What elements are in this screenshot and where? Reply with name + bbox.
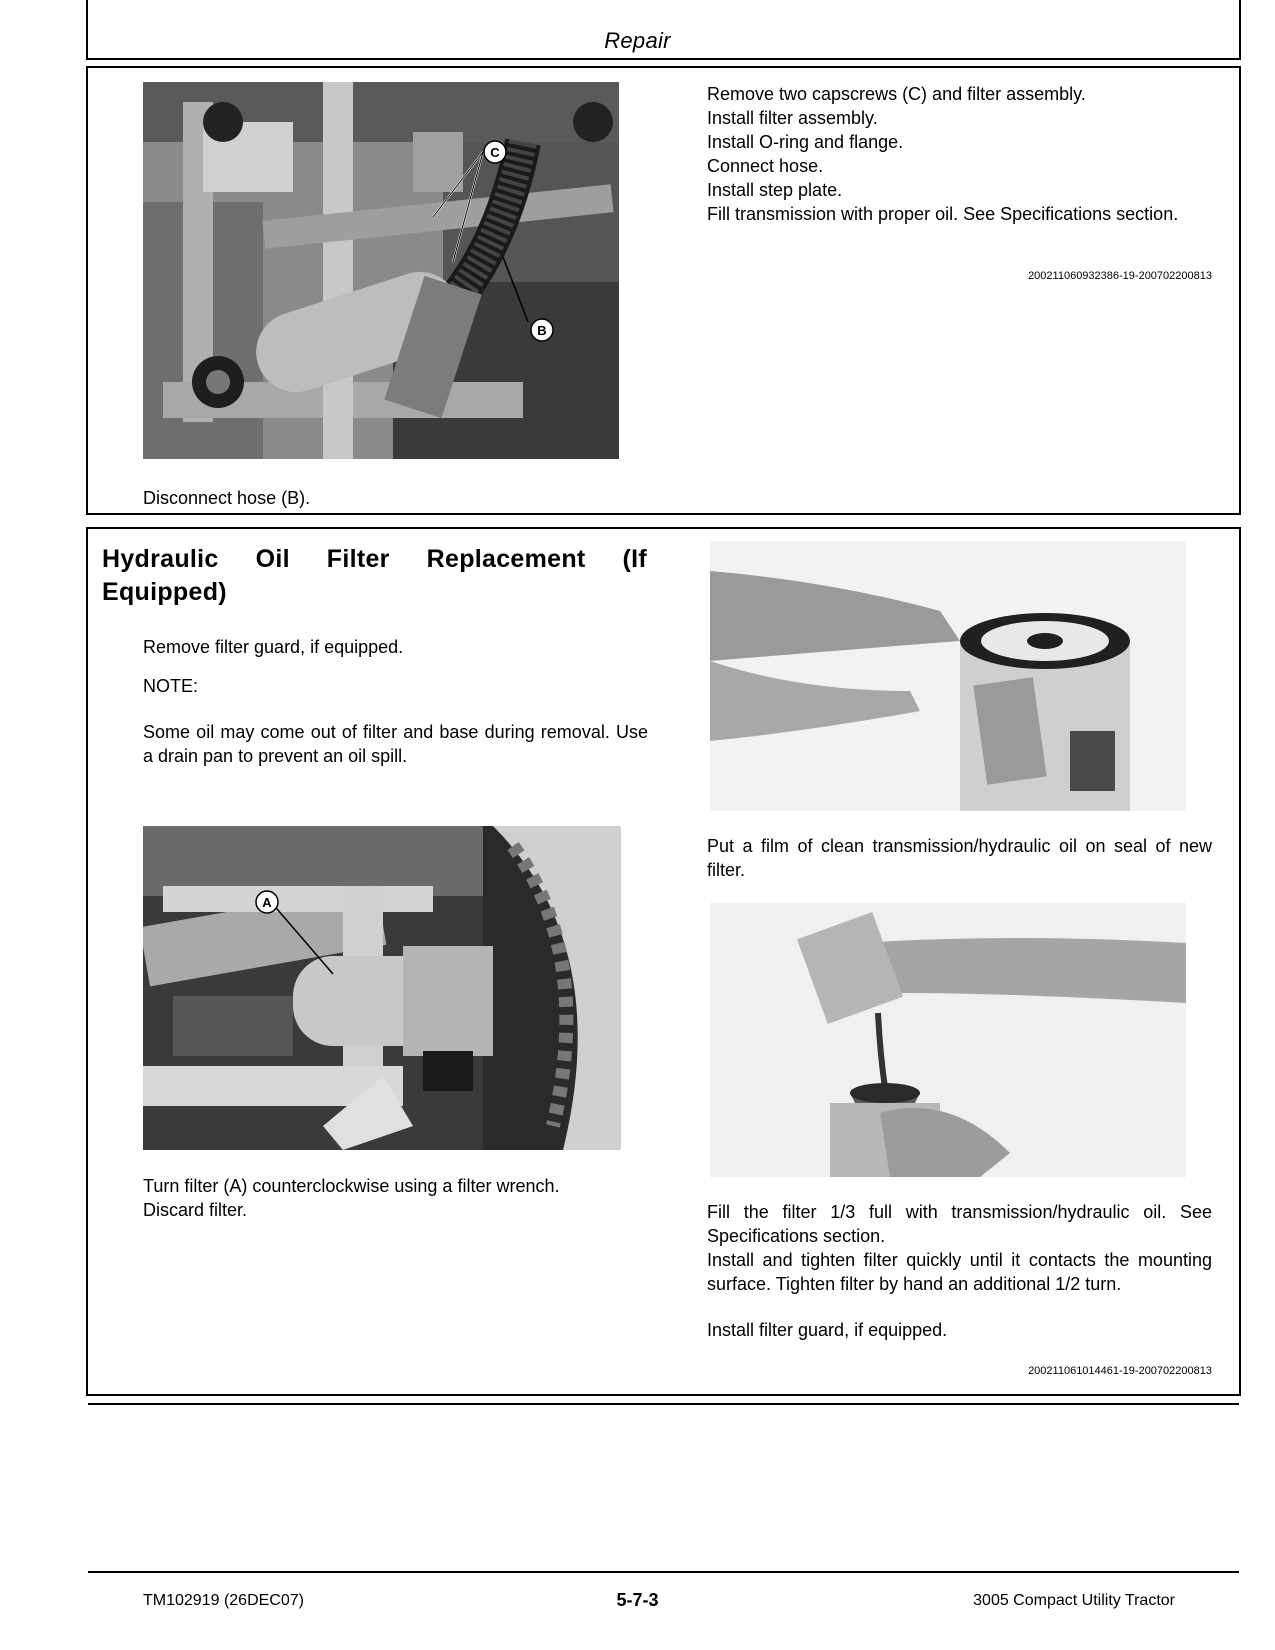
callout-c-label: C bbox=[490, 145, 500, 160]
step-line: Remove two capscrews (C) and filter assembly. bbox=[707, 84, 1086, 104]
install-guard-text: Install filter guard, if equipped. bbox=[707, 1320, 948, 1340]
step-line: Install step plate. bbox=[707, 180, 843, 200]
photo-hose-filter-assembly bbox=[143, 82, 619, 459]
step-line: Install filter assembly. bbox=[707, 108, 878, 128]
fill-transmission-text: Fill transmission with proper oil. See Specifications section. bbox=[707, 204, 1179, 224]
oil-seal-illustration bbox=[710, 541, 1186, 811]
note-text: Some oil may come out of filter and base during removal. Use a drain pan to prevent an oil spill. bbox=[143, 722, 648, 766]
step-line: Install O-ring and flange. bbox=[707, 132, 904, 152]
photo-oil-seal-new-filter bbox=[710, 541, 1186, 811]
callout-overlay bbox=[143, 82, 619, 459]
turn-filter-text bbox=[143, 1174, 648, 1222]
turn-filter-line: Turn filter (A) counterclockwise using a filter wrench. bbox=[143, 1176, 560, 1196]
step-line: Connect hose. bbox=[707, 156, 824, 176]
disconnect-hose-caption: Disconnect hose (B). bbox=[143, 488, 311, 508]
section-end-rule bbox=[88, 1403, 1239, 1405]
callout-b-label: B bbox=[537, 323, 547, 338]
film-oil-text: Put a film of clean transmission/hydraulic oil on seal of new filter. bbox=[707, 836, 1212, 880]
footer-page-number: 5-7-3 bbox=[616, 1590, 659, 1610]
remove-guard-text: Remove filter guard, if equipped. bbox=[143, 637, 404, 657]
callout-overlay bbox=[143, 826, 621, 1150]
section-title: Hydraulic Oil Filter Replacement (If Equipped) bbox=[102, 545, 647, 606]
footer-model: 3005 Compact Utility Tractor bbox=[973, 1592, 1175, 1609]
discard-filter-line: Discard filter. bbox=[143, 1200, 248, 1220]
note-label: NOTE: bbox=[143, 676, 199, 696]
photo-fill-filter-with-oil bbox=[710, 903, 1186, 1177]
footer-rule bbox=[88, 1571, 1239, 1573]
transmission-steps bbox=[707, 82, 1212, 202]
footer-doc-id: TM102919 (26DEC07) bbox=[143, 1592, 304, 1609]
photo-filter-on-tractor bbox=[143, 826, 621, 1150]
section2-id-code: 2002110610144​61-19-200702200813 bbox=[1028, 1365, 1212, 1377]
section1-id-code: 2002110609323​86-19-200702200813 bbox=[1028, 270, 1212, 282]
install-tighten-text: Install and tighten filter quickly until it contacts the mounting surface. Tighten filter by hand an additional 1/2 turn. bbox=[707, 1250, 1212, 1294]
fill-filter-illustration bbox=[710, 903, 1186, 1177]
fill-filter-text: Fill the filter 1/3 full with transmission/hydraulic oil. See Specifications section. bbox=[707, 1202, 1212, 1246]
page-header-title: Repair bbox=[604, 28, 671, 53]
callout-a-label: A bbox=[262, 895, 272, 910]
